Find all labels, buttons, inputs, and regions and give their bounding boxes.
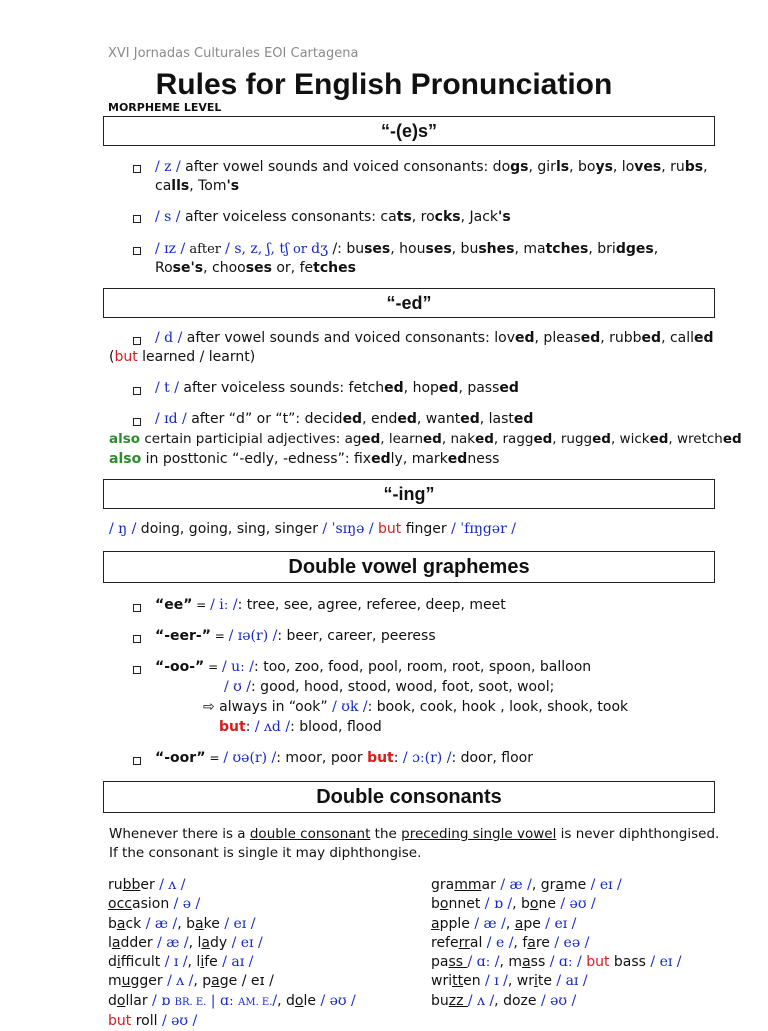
- bullet-icon: [133, 635, 141, 643]
- bullet-icon: [133, 247, 141, 255]
- dc-intro-line1: Whenever there is a double consonant the preceding single vowel is never diphthongised.: [109, 826, 720, 842]
- dc-row: ladder / æ /, lady / eɪ /: [108, 934, 263, 951]
- section-double-vowel-heading: Double vowel graphemes: [103, 551, 715, 583]
- dc-left-column: [108, 876, 356, 1031]
- ed-id-rule: / ɪd / after “d” or “t”: decided, ended, wanted, lasted: [155, 411, 534, 427]
- bullet-icon: [133, 666, 141, 674]
- arrow-right-icon: ⇨: [203, 699, 215, 715]
- dv-ood-exception: but: / ʌd /: blood, flood: [219, 719, 382, 735]
- dc-row: difficult / ɪ /, life / aɪ /: [108, 954, 254, 971]
- bullet-icon: [133, 337, 141, 345]
- ed-d-rule: / d / after vowel sounds and voiced consonants: loved, pleased, rubbed, called: [155, 330, 714, 346]
- ed-t-rule: / t / after voiceless sounds: fetched, hoped, passed: [155, 380, 519, 396]
- dc-row: grammar / æ /, grame / eɪ /: [431, 877, 622, 893]
- dc-row: buzz / ʌ /, doze / əʊ /: [431, 992, 577, 1009]
- dv-eer-rule: “-eer-” = / ɪə(r) /: beer, career, peeress: [155, 628, 436, 644]
- bullet-icon: [133, 387, 141, 395]
- dv-oo-rule: “-oo-” = / uː /: too, zoo, food, pool, room, root, spoon, balloon: [155, 659, 592, 675]
- dc-row: but roll / əʊ /: [108, 1013, 198, 1030]
- page-title: Rules for English Pronunciation: [155, 68, 613, 101]
- ed-d-rule-cont: (but learned / learnt): [109, 349, 256, 365]
- dc-row: written / ɪ /, write / aɪ /: [431, 973, 588, 990]
- es-z-rule: / z / after vowel sounds and voiced consonants: dogs, girls, boys, loves, rubs,: [155, 159, 708, 175]
- dc-row: back / æ /, bake / eɪ /: [108, 915, 256, 932]
- es-iz-rule-cont: Rose's, chooses or, fetches: [155, 260, 356, 276]
- dc-row: referral / e /, fare / eə /: [431, 934, 590, 951]
- dc-row: pass / ɑː /, mass / ɑː / but bass / eɪ /: [431, 954, 682, 971]
- ing-rule: / ŋ / doing, going, sing, singer / ˈsɪŋə / but finger / ˈfɪŋgər /: [109, 521, 516, 537]
- es-s-rule: / s / after voiceless consonants: cats, rocks, Jack's: [155, 209, 511, 225]
- bullet-icon: [133, 165, 141, 173]
- dc-row: mugger / ʌ /, page / eɪ /: [108, 973, 274, 990]
- dc-row: bonnet / ɒ /, bone / əʊ /: [431, 896, 596, 913]
- dc-row: occasion / ə /: [108, 896, 201, 913]
- dc-right-column: [431, 876, 682, 1011]
- section-es-heading: “-(e)s”: [103, 116, 715, 146]
- level-label: MORPHEME LEVEL: [108, 101, 222, 114]
- bullet-icon: [133, 757, 141, 765]
- header-line: XVI Jornadas Culturales EOI Cartagena: [108, 46, 359, 61]
- dv-oor-rule: “-oor” = / ʊə(r) /: moor, poor but: / ɔː(r) /: door, floor: [155, 750, 533, 766]
- dv-ook-rule: ⇨ always in “ook” / ʊk /: book, cook, hook , look, shook, took: [203, 699, 629, 715]
- dv-ee-rule: “ee” = / iː /: tree, see, agree, referee, deep, meet: [155, 597, 506, 613]
- bullet-icon: [133, 418, 141, 426]
- section-ed-heading: “-ed”: [103, 288, 715, 318]
- dc-row: dollar / ɒ BR. E. | ɑː AM. E./, dole / əʊ /: [108, 992, 356, 1009]
- section-ing-heading: “-ing”: [103, 479, 715, 509]
- es-z-rule-cont: calls, Tom's: [155, 178, 240, 194]
- bullet-icon: [133, 215, 141, 223]
- dc-row: apple / æ /, ape / eɪ /: [431, 915, 577, 932]
- ed-also-adjectives: also certain participial adjectives: aged, learned, naked, ragged, rugged, wicked, wretched: [109, 431, 742, 447]
- dc-row: rubber / ʌ /: [108, 877, 186, 893]
- ed-also-posttonic: also in posttonic “-edly, -edness”: fixedly, markedness: [109, 451, 500, 467]
- es-iz-rule: / ɪz / after / s, z, ʃ, tʃ or dʒ /: buses, houses, bushes, matches, bridges,: [155, 241, 659, 257]
- dv-oo-short-rule: / ʊ /: good, hood, stood, wood, foot, soot, wool;: [224, 679, 555, 695]
- section-double-consonant-heading: Double consonants: [103, 781, 715, 813]
- bullet-icon: [133, 604, 141, 612]
- dc-intro-line2: If the consonant is single it may diphthongise.: [109, 845, 422, 861]
